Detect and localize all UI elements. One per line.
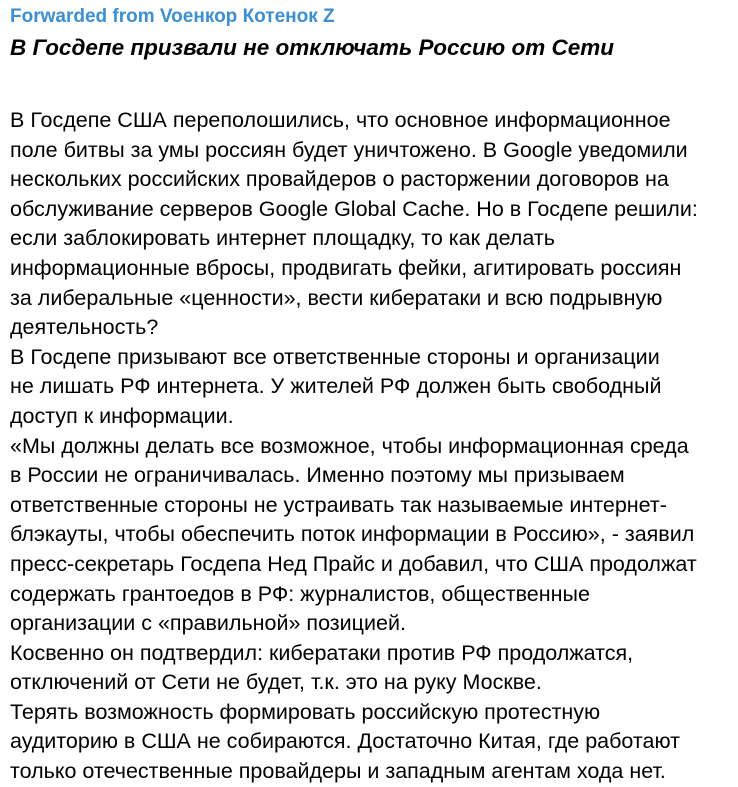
body-line: информационные вбросы, продвигать фейки, агитировать россиян [10,255,682,280]
body-line: нескольких российских провайдеров о расторжении договоров на [10,167,669,192]
forwarded-message [10,0,732,787]
body-line: поле битвы за умы россиян будет уничтожено. В Google уведомили [10,137,688,162]
body-line: деятельность? [10,315,159,340]
body-line: аудиторию в США не собираются. Достаточно Китая, где работают [10,729,680,754]
message-headline: В Госдепе призвали не отключать Россию от Сети [10,35,614,60]
body-line: В Госдепе призывают все ответственные стороны и организации [10,344,660,369]
body-line: Косвенно он подтвердил: кибератаки против РФ продолжатся, [10,640,634,665]
forwarded-from-link[interactable]: Forwarded from Voенкор Котенок Z [10,6,335,27]
body-line: не лишать РФ интернета. У жителей РФ должен быть свободный [10,374,662,399]
body-line: доступ к информации. [10,403,234,428]
body-line: В Госдепе США переполошились, что основное информационное [10,108,671,132]
body-line: организации с «правильной» позицией. [10,611,406,636]
body-line: обслуживание серверов Google Global Cache. Но в Госдепе решили: [10,196,698,221]
message-body [10,106,732,787]
body-line: в России не ограничивалась. Именно поэтому мы призываем [10,463,625,488]
body-line: ответственные стороны не устраивать так называемые интернет- [10,492,667,517]
body-line: если заблокировать интернет площадку, то как делать [10,226,555,251]
body-line: только отечественные провайдеры и западным агентам хода нет. [10,759,666,784]
body-line: пресс-секретарь Госдепа Нед Прайс и добавил, что США продолжат [10,551,697,576]
body-line: за либеральные «ценности», вести кибератаки и всю подрывную [10,285,663,310]
body-line: «Мы должны делать все возможное, чтобы информационная среда [10,433,689,458]
body-line: Терять возможность формировать российскую протестную [10,699,601,724]
body-line: содержать грантоедов в РФ: журналистов, общественные [10,581,590,606]
body-line: отключений от Сети не будет, т.к. это на руку Москве. [10,670,542,695]
body-line: блэкауты, чтобы обеспечить поток информации в Россию», - заявил [10,522,695,547]
